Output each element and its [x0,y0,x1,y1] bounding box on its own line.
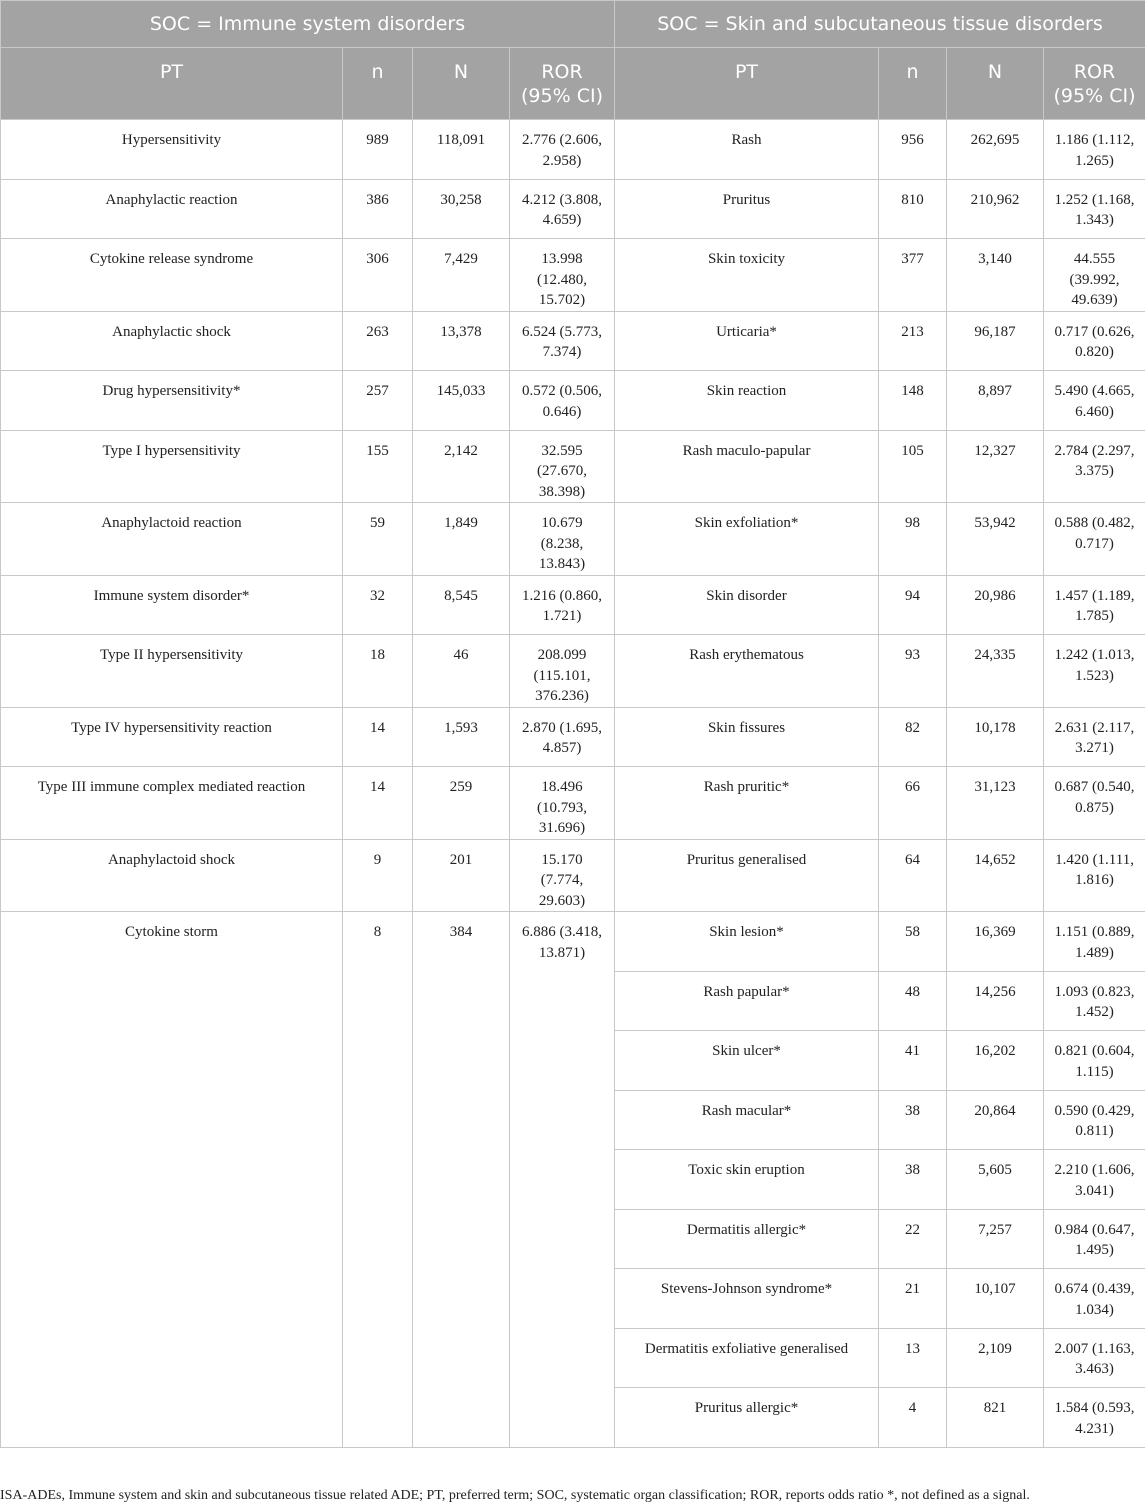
skin-pt-cell: Rash macular* [615,1090,879,1150]
ror-line: 0.821 (0.604, [1054,1043,1135,1059]
immune-n-cell: 14 [343,767,413,840]
table-row [1,707,1145,767]
immune-N-cell: 145,033 [413,371,510,431]
immune-ror-cell [510,575,615,635]
immune-ror-cell [510,120,615,180]
table-row [1,179,1145,239]
ror-line: 0.572 (0.506, [522,383,602,399]
ror-header-line1: ROR [541,61,583,83]
ror-line: 2.210 (1.606, [1054,1162,1135,1178]
skin-ror-cell [1044,1090,1145,1150]
ror-line: 1.242 (1.013, [1054,647,1135,663]
immune-N-cell: 384 [413,912,510,1448]
ror-line: 1.216 (0.860, [522,587,602,604]
skin-ror-cell [1044,120,1145,180]
ror-line: 4.212 (3.808, [522,191,602,208]
immune-n-cell: 155 [343,430,413,503]
ror-line: 1.457 (1.189, [1054,587,1135,604]
immune-N-cell: 2,142 [413,430,510,503]
skin-ror-cell [1044,971,1145,1031]
immune-N-cell: 7,429 [413,239,510,312]
skin-N-cell: 20,986 [947,575,1044,635]
immune-pt-cell: Anaphylactoid reaction [1,503,343,576]
skin-ror-cell [1044,912,1145,972]
skin-N-cell: 53,942 [947,503,1044,576]
ror-line: 208.099 [537,647,587,663]
immune-pt-cell: Type IV hypersensitivity reaction [1,707,343,767]
table-footnote: ISA-ADEs, Immune system and skin and subcutaneous tissue related ADE; PT, preferred term; SOC, systematic organ classification; ROR, reports odds ratio *, not defined as a signal. [0,1488,1030,1503]
ror-line: 376.236) [535,688,589,704]
ror-line: 38.398) [538,483,586,500]
immune-N-cell: 1,849 [413,503,510,576]
skin-pt-cell: Rash maculo-papular [615,430,879,503]
immune-n-cell: 989 [343,120,413,180]
skin-n-cell: 213 [879,311,947,371]
ror-line: 2.870 (1.695, [522,719,602,736]
ror-line: (39.992, [1069,271,1120,288]
skin-ror-cell [1044,767,1145,840]
immune-n-cell: 18 [343,635,413,708]
skin-N-cell: 16,202 [947,1031,1044,1091]
immune-N-cell: 13,378 [413,311,510,371]
ror-line: 3.271) [1075,740,1114,756]
table-row [1,311,1145,371]
skin-ror-cell [1044,1031,1145,1091]
ror-line: 5.490 (4.665, [1054,383,1135,399]
skin-N-cell: 262,695 [947,120,1044,180]
ror-header-line2: (95% CI) [1053,85,1136,107]
immune-n-cell: 9 [343,839,413,912]
skin-N-cell: 7,257 [947,1209,1044,1269]
skin-n-cell: 93 [879,635,947,708]
skin-n-cell: 48 [879,971,947,1031]
immune-n-cell: 306 [343,239,413,312]
skin-N-cell: 210,962 [947,179,1044,239]
ror-line: 18.496 [541,779,583,795]
ror-line: 13.871) [538,944,586,961]
skin-N-cell: 14,652 [947,839,1044,912]
skin-ror-cell [1044,839,1145,912]
immune-n-cell: 32 [343,575,413,635]
immune-N-cell: 1,593 [413,707,510,767]
ror-line: 10.679 [541,515,583,531]
immune-N-cell: 259 [413,767,510,840]
col-header-N: N [413,48,510,120]
ror-line: 4.231) [1075,1420,1114,1437]
skin-pt-cell: Dermatitis allergic* [615,1209,879,1269]
col-header-pt: PT [615,48,879,120]
immune-N-cell: 30,258 [413,179,510,239]
ror-line: 1.495) [1075,1242,1114,1258]
ror-line: (10.793, [537,799,587,816]
immune-n-cell: 59 [343,503,413,576]
ror-line: 49.639) [1071,292,1118,308]
skin-ror-cell [1044,1269,1145,1329]
skin-pt-cell: Rash papular* [615,971,879,1031]
ror-line: 1.452) [1075,1004,1114,1020]
immune-n-cell: 257 [343,371,413,431]
skin-N-cell: 821 [947,1388,1044,1448]
immune-n-cell: 386 [343,179,413,239]
immune-ror-cell [510,839,615,912]
immune-ror-cell [510,430,615,503]
ror-line: 3.375) [1075,463,1114,479]
ror-line: 0.646) [542,403,582,420]
ror-line: 2.776 (2.606, [522,132,602,148]
ror-line: 0.588 (0.482, [1054,515,1135,531]
immune-N-cell: 201 [413,839,510,912]
immune-pt-cell: Type III immune complex mediated reaction [1,767,343,840]
ror-line: 29.603) [538,892,586,909]
skin-pt-cell: Rash pruritic* [615,767,879,840]
immune-N-cell: 118,091 [413,120,510,180]
ror-line: 0.590 (0.429, [1054,1102,1135,1119]
skin-N-cell: 10,178 [947,707,1044,767]
skin-ror-cell [1044,503,1145,576]
skin-ror-cell [1044,707,1145,767]
ror-line: 6.460) [1075,403,1114,420]
ror-line: 1.265) [1075,152,1114,169]
immune-n-cell: 14 [343,707,413,767]
skin-pt-cell: Pruritus generalised [615,839,879,912]
skin-n-cell: 38 [879,1090,947,1150]
ror-line: 4.659) [542,212,582,228]
skin-pt-cell: Pruritus [615,179,879,239]
ror-line: 2.631 (2.117, [1054,719,1135,736]
ror-line: 1.420 (1.111, [1055,851,1134,868]
table-row [1,575,1145,635]
immune-pt-cell: Anaphylactic shock [1,311,343,371]
ror-line: 1.252 (1.168, [1054,191,1135,208]
table-row [1,767,1145,840]
table-row [1,635,1145,708]
skin-N-cell: 5,605 [947,1150,1044,1210]
ror-line: 1.489) [1075,944,1114,961]
ror-line: 1.034) [1075,1301,1114,1318]
immune-pt-cell: Cytokine release syndrome [1,239,343,312]
col-header-n: n [879,48,947,120]
ror-line: 1.523) [1075,667,1114,684]
table-row [1,120,1145,180]
skin-n-cell: 94 [879,575,947,635]
skin-n-cell: 82 [879,707,947,767]
ror-line: 1.186 (1.112, [1054,132,1135,148]
ror-line: 1.584 (0.593, [1054,1400,1135,1416]
ror-line: 4.857) [542,740,582,756]
ror-line: 6.886 (3.418, [522,924,602,940]
skin-ror-cell [1044,311,1145,371]
immune-pt-cell: Drug hypersensitivity* [1,371,343,431]
ror-line: 0.674 (0.439, [1054,1281,1135,1297]
skin-pt-cell: Dermatitis exfoliative generalised [615,1328,879,1388]
skin-N-cell: 31,123 [947,767,1044,840]
immune-pt-cell: Anaphylactic reaction [1,179,343,239]
skin-pt-cell: Toxic skin eruption [615,1150,879,1210]
immune-ror-cell [510,635,615,708]
ror-line: 0.820) [1075,344,1114,360]
ror-line: 32.595 [541,442,583,459]
skin-N-cell: 8,897 [947,371,1044,431]
skin-ror-cell [1044,239,1145,312]
ror-line: (7.774, [540,872,584,888]
skin-n-cell: 98 [879,503,947,576]
immune-ror-cell [510,503,615,576]
skin-pt-cell: Skin exfoliation* [615,503,879,576]
ror-line: 0.717 (0.626, [1054,323,1135,340]
ror-line: 13.998 [541,251,583,267]
skin-ror-cell [1044,1150,1145,1210]
table-row [1,371,1145,431]
skin-pt-cell: Skin toxicity [615,239,879,312]
skin-n-cell: 4 [879,1388,947,1448]
immune-ror-cell [510,707,615,767]
ror-line: 2.958) [542,152,582,169]
immune-pt-cell: Type I hypersensitivity [1,430,343,503]
ror-line: 1.816) [1075,872,1114,888]
skin-ror-cell [1044,430,1145,503]
skin-N-cell: 14,256 [947,971,1044,1031]
skin-n-cell: 810 [879,179,947,239]
ror-line: 15.170 [541,851,583,868]
skin-n-cell: 41 [879,1031,947,1091]
immune-N-cell: 46 [413,635,510,708]
table-row [1,503,1145,576]
skin-n-cell: 13 [879,1328,947,1388]
skin-n-cell: 22 [879,1209,947,1269]
ror-line: 0.717) [1075,535,1114,552]
skin-n-cell: 21 [879,1269,947,1329]
ror-line: 6.524 (5.773, [522,323,602,340]
immune-ror-cell [510,179,615,239]
ror-line: 44.555 [1073,251,1116,267]
immune-pt-cell: Anaphylactoid shock [1,839,343,912]
immune-n-cell: 263 [343,311,413,371]
ror-line: (8.238, [540,535,584,552]
ror-line: (27.670, [537,463,587,479]
immune-N-cell: 8,545 [413,575,510,635]
ror-line: 0.984 (0.647, [1054,1221,1135,1238]
ror-line: 0.875) [1075,799,1114,816]
table-row [1,912,1145,972]
ror-line: 0.687 (0.540, [1054,779,1135,795]
skin-n-cell: 38 [879,1150,947,1210]
skin-n-cell: 956 [879,120,947,180]
ror-header-line1: ROR [1073,61,1116,83]
immune-pt-cell: Type II hypersensitivity [1,635,343,708]
skin-pt-cell: Urticaria* [615,311,879,371]
ror-line: 2.007 (1.163, [1054,1340,1135,1357]
skin-pt-cell: Skin lesion* [615,912,879,972]
table-body [1,120,1145,1448]
skin-ror-cell [1044,1328,1145,1388]
ror-line: 1.093 (0.823, [1054,983,1135,1000]
ror-line: 1.343) [1075,212,1114,228]
skin-pt-cell: Rash [615,120,879,180]
col-header-n: n [343,48,413,120]
skin-ror-cell [1044,371,1145,431]
skin-N-cell: 2,109 [947,1328,1044,1388]
immune-ror-cell [510,767,615,840]
ror-line: 31.696) [538,820,586,836]
soc-header-immune: SOC = Immune system disorders [1,1,615,48]
ror-header-line2: (95% CI) [521,85,603,107]
skin-n-cell: 64 [879,839,947,912]
table-row [1,239,1145,312]
ror-line: (115.101, [533,667,591,684]
skin-ror-cell [1044,1388,1145,1448]
ror-line: 13.843) [538,556,586,572]
col-header-ror [1044,48,1145,120]
ror-line: 1.721) [542,608,582,624]
ror-line: 2.784 (2.297, [1054,442,1135,459]
skin-N-cell: 12,327 [947,430,1044,503]
immune-ror-cell [510,371,615,431]
soc-header-skin: SOC = Skin and subcutaneous tissue disorders [615,1,1145,48]
skin-N-cell: 24,335 [947,635,1044,708]
skin-pt-cell: Stevens-Johnson syndrome* [615,1269,879,1329]
ror-line: 3.463) [1075,1361,1114,1377]
immune-ror-cell [510,239,615,312]
skin-N-cell: 10,107 [947,1269,1044,1329]
immune-n-cell: 8 [343,912,413,1448]
skin-ror-cell [1044,179,1145,239]
skin-N-cell: 96,187 [947,311,1044,371]
immune-pt-cell: Hypersensitivity [1,120,343,180]
immune-pt-cell: Immune system disorder* [1,575,343,635]
skin-ror-cell [1044,635,1145,708]
immune-ror-cell [510,912,615,1448]
skin-pt-cell: Pruritus allergic* [615,1388,879,1448]
skin-pt-cell: Skin fissures [615,707,879,767]
ror-line: 1.151 (0.889, [1054,924,1135,940]
table-row [1,430,1145,503]
table-row [1,839,1145,912]
skin-N-cell: 16,369 [947,912,1044,972]
skin-pt-cell: Skin reaction [615,371,879,431]
skin-N-cell: 3,140 [947,239,1044,312]
ror-line: 1.785) [1075,608,1114,624]
skin-n-cell: 58 [879,912,947,972]
skin-n-cell: 148 [879,371,947,431]
immune-pt-cell: Cytokine storm [1,912,343,1448]
col-header-ror [510,48,615,120]
skin-ror-cell [1044,1209,1145,1269]
skin-pt-cell: Rash erythematous [615,635,879,708]
immune-ror-cell [510,311,615,371]
skin-pt-cell: Skin ulcer* [615,1031,879,1091]
ror-line: 7.374) [542,344,582,360]
ror-line: 3.041) [1075,1182,1114,1199]
skin-pt-cell: Skin disorder [615,575,879,635]
ror-line: 1.115) [1075,1063,1114,1080]
col-header-N: N [947,48,1044,120]
skin-n-cell: 377 [879,239,947,312]
ror-line: 0.811) [1075,1123,1114,1139]
ror-line: (12.480, [537,271,587,288]
skin-ror-cell [1044,575,1145,635]
skin-N-cell: 20,864 [947,1090,1044,1150]
col-header-pt: PT [1,48,343,120]
ror-line: 15.702) [538,292,586,308]
skin-n-cell: 66 [879,767,947,840]
skin-n-cell: 105 [879,430,947,503]
